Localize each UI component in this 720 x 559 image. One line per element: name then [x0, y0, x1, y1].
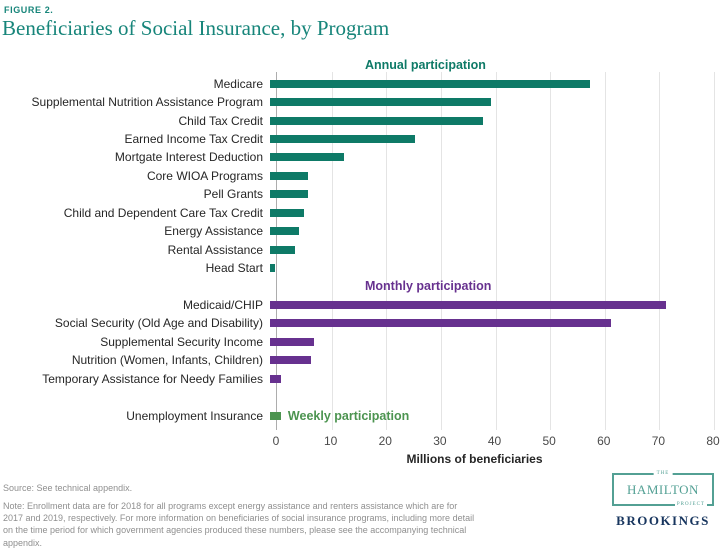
x-tick-label: 50 [542, 434, 556, 448]
x-tick-label: 0 [272, 434, 280, 448]
note-line: on the time period for which government agencies produced these numbers, please see the accompanying technical [3, 525, 467, 536]
chart-row [0, 240, 713, 258]
row-label: Unemployment Insurance [126, 408, 263, 423]
gridline [714, 72, 715, 430]
x-tick-label: 80 [706, 434, 720, 448]
page-title: Beneficiaries of Social Insurance, by Program [2, 16, 390, 40]
chart-row [0, 369, 713, 387]
x-tick-label: 20 [378, 434, 392, 448]
footnotes [3, 482, 613, 549]
row-label: Earned Income Tax Credit [124, 131, 263, 146]
chart-row [0, 74, 713, 92]
x-tick-label: 10 [323, 434, 338, 448]
row-label: Supplemental Nutrition Assistance Program [31, 95, 263, 110]
chart-row [0, 148, 713, 166]
group-header: Monthly participation [365, 279, 492, 294]
chart-row [0, 314, 713, 332]
chart-row [0, 111, 713, 129]
row-label: Medicaid/CHIP [182, 297, 263, 312]
chart-row [0, 56, 713, 74]
bar [270, 301, 666, 309]
note-line: 2017 and 2019, respectively. For more information on beneficiaries of social insurance programs, including more detail [3, 513, 475, 524]
x-tick-label: 60 [597, 434, 611, 448]
logos [612, 473, 714, 529]
row-label: Temporary Assistance for Needy Families [42, 371, 263, 386]
row-label: Energy Assistance [164, 224, 263, 239]
row-label: Rental Assistance [167, 242, 263, 257]
bar [270, 80, 590, 88]
chart-row [0, 93, 713, 111]
bar [270, 356, 311, 364]
bar [270, 98, 491, 106]
group-header: Weekly participation [287, 408, 410, 423]
bar [270, 209, 304, 217]
x-tick-label: 40 [487, 434, 502, 448]
chart-row [0, 388, 713, 406]
x-axis-ticks [0, 434, 720, 450]
chart-rows [0, 56, 713, 425]
row-label: Child Tax Credit [178, 113, 263, 128]
bar [270, 117, 483, 125]
bar [270, 227, 299, 235]
bar [270, 135, 415, 143]
bar [270, 153, 344, 161]
x-tick-label: 70 [651, 434, 666, 448]
chart-row [0, 167, 713, 185]
bar [270, 319, 611, 327]
chart-row [0, 333, 713, 351]
chart-row [0, 222, 713, 240]
chart-row [0, 204, 713, 222]
logo-the-text: THE [654, 471, 673, 476]
chart-row [0, 296, 713, 314]
chart-row [0, 351, 713, 369]
chart-row [0, 130, 713, 148]
logo-hamilton-text: HAMILTON [627, 482, 699, 497]
row-label: Mortgate Interest Deduction [114, 150, 263, 165]
source-note: Source: See technical appendix. [3, 483, 133, 493]
row-label: Child and Dependent Care Tax Credit [63, 205, 263, 220]
chart-row [0, 277, 713, 295]
row-label: Social Security (Old Age and Disability) [54, 316, 263, 331]
x-tick-label: 30 [433, 434, 447, 448]
row-label: Head Start [205, 261, 263, 276]
enrollment-note [3, 500, 613, 549]
bar [270, 338, 314, 346]
row-label: Supplemental Security Income [100, 334, 263, 349]
bar [270, 375, 281, 383]
note-line: appendix. [3, 537, 43, 548]
chart-row [0, 185, 713, 203]
row-label: Nutrition (Women, Infants, Children) [71, 353, 263, 368]
hamilton-project-logo [612, 473, 714, 506]
figure-label: FIGURE 2. [4, 5, 54, 15]
chart-row [0, 259, 713, 277]
row-label: Medicare [213, 76, 263, 91]
bar [270, 172, 308, 180]
x-axis-title: Millions of beneficiaries [406, 452, 543, 466]
bar [270, 190, 308, 198]
chart-row [0, 406, 713, 424]
group-header: Annual participation [365, 58, 486, 73]
bar [270, 246, 295, 254]
logo-project-text: PROJECT [676, 502, 705, 507]
bar [270, 412, 281, 420]
brookings-logo: BROOKINGS [616, 513, 710, 528]
row-label: Pell Grants [203, 187, 263, 202]
row-label: Core WIOA Programs [146, 168, 263, 183]
note-line: Note: Enrollment data are for 2018 for all programs except energy assistance and renters assistance which are for [3, 501, 458, 512]
bar [270, 264, 275, 272]
